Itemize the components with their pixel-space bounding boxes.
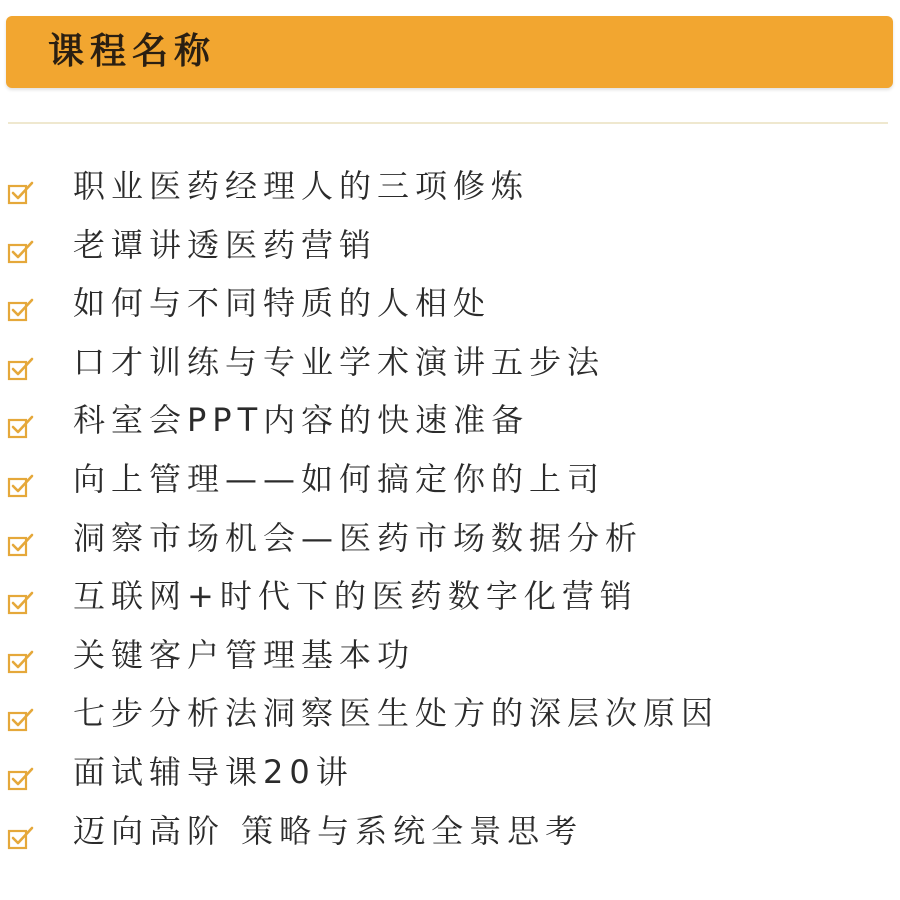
list-item (0, 160, 900, 219)
course-title: 关键客户管理基本功 (73, 635, 416, 674)
list-item (0, 277, 900, 336)
checkbox-checked-icon (6, 588, 36, 618)
list-item (0, 219, 900, 278)
page-title: 课程名称 (48, 31, 217, 72)
checkbox-checked-icon (6, 530, 36, 560)
checkbox-checked-icon (6, 412, 36, 442)
course-title: 口才训练与专业学术演讲五步法 (73, 342, 606, 381)
checkbox-checked-icon (6, 237, 36, 267)
checkbox-checked-icon (6, 705, 36, 735)
course-title: 七步分析法洞察医生处方的深层次原因 (73, 694, 720, 733)
course-title: 向上管理——如何搞定你的上司 (73, 459, 606, 498)
course-title: 洞察市场机会—医药市场数据分析 (73, 518, 644, 557)
course-title: 如何与不同特质的人相处 (73, 284, 492, 323)
course-title: 面试辅导课20讲 (73, 752, 354, 791)
list-item (0, 687, 900, 746)
course-title: 职业医药经理人的三项修炼 (73, 167, 530, 205)
checkbox-checked-icon (6, 295, 36, 325)
course-title: 迈向高阶 策略与系统全景思考 (73, 811, 584, 850)
list-item (0, 805, 900, 864)
list-item (0, 570, 900, 629)
course-list (0, 160, 900, 863)
checkbox-checked-icon (6, 647, 36, 677)
divider (8, 122, 888, 124)
checkbox-checked-icon (6, 354, 36, 384)
header-bar (6, 16, 893, 88)
course-title: 互联网+时代下的医药数字化营销 (73, 577, 638, 616)
list-item (0, 512, 900, 571)
course-title: 老谭讲透医药营销 (73, 225, 378, 264)
list-item (0, 746, 900, 805)
list-item (0, 336, 900, 395)
course-title: 科室会PPT内容的快速准备 (73, 401, 530, 440)
list-item (0, 394, 900, 453)
list-item (0, 629, 900, 688)
list-item (0, 453, 900, 512)
checkbox-checked-icon (6, 823, 36, 853)
checkbox-checked-icon (6, 764, 36, 794)
checkbox-checked-icon (6, 178, 36, 208)
checkbox-checked-icon (6, 471, 36, 501)
